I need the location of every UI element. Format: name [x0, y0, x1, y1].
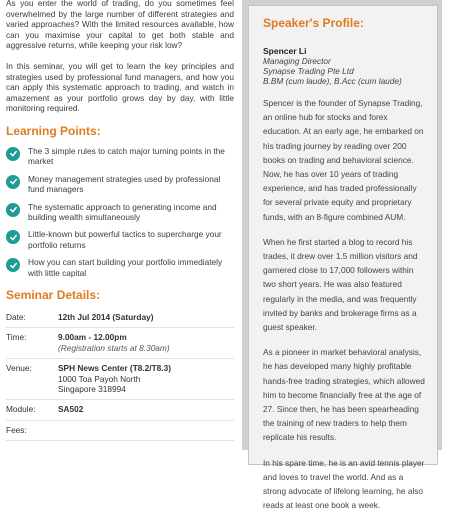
table-row	[6, 400, 234, 420]
date-value: 12th Jul 2014 (Saturday)	[58, 308, 234, 328]
speaker-name: Spencer Li	[263, 46, 307, 56]
learning-point-item	[6, 229, 234, 250]
check-circle-icon	[6, 203, 20, 217]
intro-paragraph-2: In this seminar, you will get to learn the key principles and strategies used by professional fund managers, and how you can apply this systematic approach to trading, and watch in amazement as your portfolio grows day by day, with little monitoring required.	[6, 60, 234, 114]
table-row	[6, 328, 234, 359]
check-circle-icon	[6, 175, 20, 189]
learning-point-text: How you can start building your portfolio immediately with little capital	[28, 257, 223, 278]
date-label: Date:	[6, 308, 58, 328]
speaker-degrees: B.BM (cum laude), B.Acc (cum laude)	[263, 76, 402, 86]
speaker-company: Synapse Trading Pte Ltd	[263, 66, 354, 76]
learning-points-list	[6, 146, 234, 278]
fees-label: Fees:	[6, 420, 58, 440]
learning-point-text: The 3 simple rules to catch major turning points in the market	[28, 145, 225, 167]
venue-value: SPH News Center (T8.2/T8.3) 1000 Toa Payoh North Singapore 318994	[58, 359, 234, 400]
learning-point-item	[6, 257, 234, 278]
table-row	[6, 420, 234, 440]
table-row	[6, 308, 234, 328]
venue-address-line: 1000 Toa Payoh North	[58, 373, 141, 384]
learning-point-item	[6, 174, 234, 195]
speaker-profile-panel	[248, 5, 438, 511]
intro-text	[6, 0, 234, 114]
module-label: Module:	[6, 400, 58, 420]
table-row	[6, 359, 234, 400]
learning-point-text: Money management strategies used by professional fund managers	[28, 173, 221, 195]
venue-address-line: Singapore 318994	[58, 384, 126, 395]
seminar-info-column	[6, 0, 234, 450]
speaker-role: Managing Director	[263, 56, 331, 66]
check-circle-icon	[6, 230, 20, 244]
check-circle-icon	[6, 258, 20, 272]
seminar-details-table	[6, 308, 234, 441]
venue-label: Venue:	[6, 359, 58, 400]
learning-points-title: Learning Points:	[6, 123, 101, 138]
bio-paragraph: When he first started a blog to record his trades, it drew over 1.5 million visitors and garnered close to 17,000 followers within two short years. He was also featured regularly in the media, and was frequently invited by banks and brokerage firms as a guest speaker.	[263, 236, 418, 333]
bio-paragraph: Spencer is the founder of Synapse Trading, an online hub for stocks and forex education. At an early age, he embarked on his trading journey by reading over 200 books on trading and behavioral science. Now, he has over 10 years of trading experience, and has traded professionally for several private equity and proprietary funds, with an 8-figure combined AUM.	[263, 98, 424, 222]
seminar-details-title: Seminar Details:	[6, 288, 101, 302]
time-note: (Registration starts at 8.30am)	[58, 342, 170, 353]
bio-paragraph: As a pioneer in market behavioral analysis, he has developed many highly profitable hands-free trading strategies, which allowed him to become financially free at the age of 27. Since then, he has been spearheading the training of new traders to help them replicate his results.	[263, 347, 425, 443]
check-circle-icon	[6, 147, 20, 161]
bio-paragraph: In his spare time, he is an avid tennis player and loves to travel the world. And as a strong advocate of lifelong learning, he also reads at least one book a week.	[263, 457, 425, 511]
learning-point-item	[6, 146, 234, 167]
learning-point-text: Little-known but powerful tactics to supercharge your portfolio returns	[28, 229, 222, 250]
intro-paragraph-1: As you enter the world of trading, do you sometimes feel overwhelmed by the large number of different strategies and varied approaches? With the limited resources available, how can you maximise your capital to get both stable and aggressive returns, while keeping your risk low?	[6, 0, 234, 51]
learning-point-text: The systematic approach to generating income and building wealth simultaneously	[28, 201, 217, 222]
time-value: 9.00am - 12.00pm (Registration starts at 8.30am)	[58, 328, 234, 359]
fees-value	[58, 420, 234, 440]
learning-point-item	[6, 202, 234, 223]
module-value: SA502	[58, 400, 234, 420]
speaker-profile-column	[242, 0, 442, 511]
speaker-bio	[263, 96, 427, 512]
speaker-profile-title: Speaker's Profile:	[263, 16, 364, 30]
time-label: Time:	[6, 328, 58, 359]
